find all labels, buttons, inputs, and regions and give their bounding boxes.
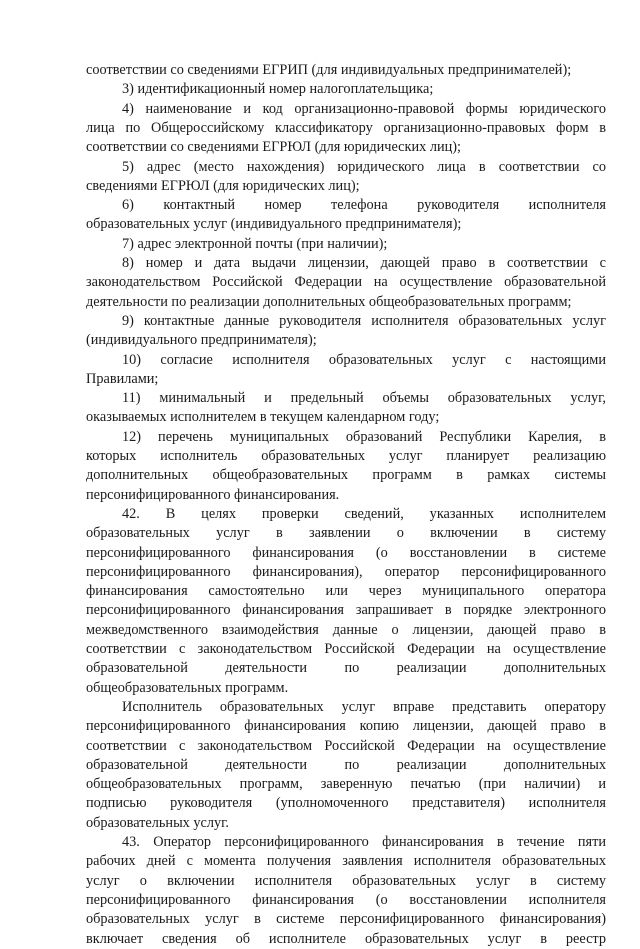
text-line: которых исполнитель образовательных услуг планирует реализацию: [86, 448, 606, 464]
text-line: персонифицированного финансирования (о восстановлении исполнителя: [86, 891, 606, 908]
text-line: лица по Общероссийскому классификатору организационно-правовых форм в: [86, 119, 606, 136]
text-line: образовательных услуг.: [86, 814, 229, 831]
text-line: образовательной деятельности по реализации дополнительных: [86, 660, 606, 677]
text-line: финансирования самостоятельно или через муниципального оператора: [86, 583, 606, 600]
text-line: сведениями ЕГРЮЛ (для юридических лиц);: [86, 177, 360, 194]
text-line: 12) перечень муниципальных образований Республики Карелия, в: [122, 428, 606, 445]
text-line: персонифицированного финансирования.: [86, 486, 340, 503]
text-line: общеобразовательных программ.: [86, 679, 289, 696]
text-line: персонифицированного финансирования), оператор персонифицированного: [86, 563, 606, 580]
text-line: Исполнитель образовательных услуг вправе представить оператору: [122, 698, 606, 715]
text-line: соответствии с законодательством Российской Федерации на осуществление: [86, 737, 606, 754]
text-line: услуг о включении исполнителя образовательных услуг в систему: [86, 872, 606, 889]
text-line: 11) минимальный и предельный объемы образовательных услуг,: [122, 390, 606, 407]
text-line: образовательных услуг в системе персонифицированного финансирования): [86, 911, 606, 928]
text-line: соответствии с законодательством Российской Федерации на осуществление: [86, 641, 606, 657]
text-line: межведомственного взаимодействия данные о лицензии, дающей право в: [86, 621, 606, 638]
text-line: соответствии со сведениями ЕГРЮЛ (для юридических лиц);: [86, 139, 462, 156]
text-line: персонифицированного финансирования запрашивает в порядке электронного: [86, 602, 606, 619]
text-line: законодательством Российской Федерации на осуществление образовательной: [86, 274, 606, 291]
text-line: включает сведения об исполнителе образовательных услуг в реестр: [86, 930, 606, 947]
text-line: оказываемых исполнителем в текущем календарном году;: [86, 409, 440, 426]
text-line: Правилами;: [86, 370, 159, 387]
text-line: персонифицированного финансирования копию лицензии, дающей право в: [86, 718, 606, 735]
text-line: 8) номер и дата выдачи лицензии, дающей право в соответствии с: [122, 255, 606, 271]
text-line: соответствии со сведениями ЕГРИП (для индивидуальных предпринимателей);: [86, 62, 572, 78]
text-line: 4) наименование и код организационно-правовой формы юридического: [122, 100, 606, 117]
text-line: 6) контактный номер телефона руководителя исполнителя: [122, 197, 606, 214]
text-line: 10) согласие исполнителя образовательных услуг с настоящими: [122, 351, 606, 368]
text-line: 3) идентификационный номер налогоплательщика;: [122, 81, 434, 98]
text-line: образовательных услуг (индивидуального предпринимателя);: [86, 216, 462, 233]
text-line: подписью руководителя (уполномоченного представителя) исполнителя: [86, 795, 606, 812]
text-line: образовательной деятельности по реализации дополнительных: [86, 756, 606, 773]
text-line: 5) адрес (место нахождения) юридического лица в соответствии со: [122, 158, 606, 175]
text-line: 42. В целях проверки сведений, указанных исполнителем: [122, 505, 606, 522]
text-line: деятельности по реализации дополнительных общеобразовательных программ;: [86, 293, 572, 310]
text-line: общеобразовательных программ, заверенную печатью (при наличии) и: [86, 776, 606, 793]
text-line: 7) адрес электронной почты (при наличии);: [122, 235, 388, 252]
text-line: 43. Оператор персонифицированного финансирования в течение пяти: [122, 834, 606, 850]
text-line: образовательных услуг в заявлении о включении в систему: [86, 525, 606, 542]
text-line: 9) контактные данные руководителя исполнителя образовательных услуг: [122, 312, 606, 329]
text-line: рабочих дней с момента получения заявления исполнителя образовательных: [86, 853, 606, 870]
text-line: дополнительных общеобразовательных программ в рамках системы: [86, 467, 606, 484]
text-line: (индивидуального предпринимателя);: [86, 332, 317, 349]
text-line: персонифицированного финансирования (о восстановлении в системе: [86, 544, 606, 561]
